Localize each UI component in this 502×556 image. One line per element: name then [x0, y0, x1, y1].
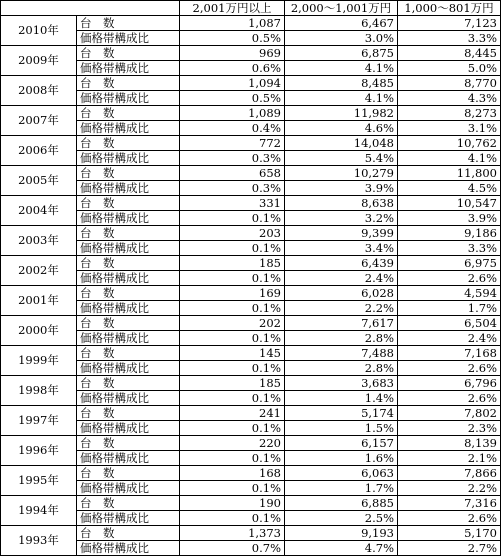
ratio-value: 2.1%: [398, 451, 501, 466]
ratio-label: 価格帯構成比: [77, 31, 180, 46]
ratio-value: 1.5%: [285, 421, 398, 436]
ratio-value: 1.4%: [285, 391, 398, 406]
units-label: 台 数: [77, 406, 180, 421]
ratio-value: 2.6%: [398, 391, 501, 406]
units-value: 7,488: [285, 346, 398, 361]
table-row: [1, 406, 501, 421]
units-value: 11,982: [285, 106, 398, 121]
year-cell: 2002年: [1, 256, 77, 286]
units-label: 台 数: [77, 286, 180, 301]
year-cell: 1998年: [1, 376, 77, 406]
ratio-value: 3.9%: [285, 181, 398, 196]
ratio-value: 0.6%: [180, 61, 285, 76]
ratio-value: 0.3%: [180, 151, 285, 166]
units-value: 10,279: [285, 166, 398, 181]
year-cell: 2009年: [1, 46, 77, 76]
year-cell: 2006年: [1, 136, 77, 166]
units-label: 台 数: [77, 316, 180, 331]
units-value: 3,683: [285, 376, 398, 391]
year-cell: 2005年: [1, 166, 77, 196]
units-value: 9,186: [398, 226, 501, 241]
year-cell: 1995年: [1, 466, 77, 496]
units-value: 6,467: [285, 16, 398, 31]
units-value: 203: [180, 226, 285, 241]
year-cell: 1996年: [1, 436, 77, 466]
ratio-value: 2.3%: [398, 421, 501, 436]
units-value: 14,048: [285, 136, 398, 151]
units-value: 7,866: [398, 466, 501, 481]
year-cell: 2000年: [1, 316, 77, 346]
units-value: 6,063: [285, 466, 398, 481]
ratio-value: 4.1%: [398, 151, 501, 166]
header-1000-801: 1,000～801万円: [398, 1, 501, 16]
units-label: 台 数: [77, 346, 180, 361]
ratio-value: 2.2%: [398, 481, 501, 496]
ratio-value: 0.5%: [180, 91, 285, 106]
ratio-value: 2.4%: [398, 331, 501, 346]
units-value: 8,638: [285, 196, 398, 211]
ratio-label: 価格帯構成比: [77, 391, 180, 406]
table-row: [1, 286, 501, 301]
ratio-value: 0.1%: [180, 241, 285, 256]
ratio-value: 0.1%: [180, 391, 285, 406]
year-cell: 1993年: [1, 526, 77, 556]
units-label: 台 数: [77, 16, 180, 31]
ratio-label: 価格帯構成比: [77, 271, 180, 286]
table-row: [1, 466, 501, 481]
units-label: 台 数: [77, 226, 180, 241]
ratio-value: 0.1%: [180, 421, 285, 436]
units-value: 190: [180, 496, 285, 511]
ratio-value: 2.6%: [398, 361, 501, 376]
ratio-value: 4.7%: [285, 541, 398, 556]
units-value: 7,168: [398, 346, 501, 361]
ratio-value: 3.0%: [285, 31, 398, 46]
ratio-value: 5.0%: [398, 61, 501, 76]
units-value: 9,193: [285, 526, 398, 541]
ratio-value: 3.4%: [285, 241, 398, 256]
ratio-value: 4.5%: [398, 181, 501, 196]
units-value: 6,504: [398, 316, 501, 331]
units-value: 10,762: [398, 136, 501, 151]
units-value: 7,123: [398, 16, 501, 31]
ratio-value: 0.1%: [180, 211, 285, 226]
ratio-value: 4.6%: [285, 121, 398, 136]
units-label: 台 数: [77, 376, 180, 391]
table-row: [1, 376, 501, 391]
units-value: 5,174: [285, 406, 398, 421]
table-body: [1, 16, 501, 556]
ratio-label: 価格帯構成比: [77, 451, 180, 466]
ratio-value: 1.7%: [398, 301, 501, 316]
ratio-label: 価格帯構成比: [77, 151, 180, 166]
ratio-value: 0.1%: [180, 361, 285, 376]
ratio-value: 4.1%: [285, 91, 398, 106]
year-cell: 2008年: [1, 76, 77, 106]
units-value: 168: [180, 466, 285, 481]
units-value: 9,399: [285, 226, 398, 241]
ratio-value: 4.1%: [285, 61, 398, 76]
units-value: 10,547: [398, 196, 501, 211]
ratio-value: 5.4%: [285, 151, 398, 166]
units-label: 台 数: [77, 256, 180, 271]
year-cell: 2001年: [1, 286, 77, 316]
units-label: 台 数: [77, 106, 180, 121]
units-value: 220: [180, 436, 285, 451]
ratio-label: 価格帯構成比: [77, 91, 180, 106]
units-value: 169: [180, 286, 285, 301]
ratio-value: 0.7%: [180, 541, 285, 556]
ratio-label: 価格帯構成比: [77, 301, 180, 316]
ratio-value: 0.1%: [180, 481, 285, 496]
ratio-value: 2.7%: [398, 541, 501, 556]
table-row: [1, 436, 501, 451]
ratio-label: 価格帯構成比: [77, 211, 180, 226]
table-row: [1, 76, 501, 91]
units-label: 台 数: [77, 466, 180, 481]
ratio-label: 価格帯構成比: [77, 541, 180, 556]
table-row: [1, 346, 501, 361]
units-value: 185: [180, 376, 285, 391]
units-value: 8,770: [398, 76, 501, 91]
ratio-value: 3.3%: [398, 241, 501, 256]
units-label: 台 数: [77, 436, 180, 451]
ratio-value: 3.3%: [398, 31, 501, 46]
table-row: [1, 106, 501, 121]
units-value: 8,485: [285, 76, 398, 91]
year-cell: 1994年: [1, 496, 77, 526]
units-label: 台 数: [77, 46, 180, 61]
units-value: 6,796: [398, 376, 501, 391]
units-value: 8,139: [398, 436, 501, 451]
ratio-value: 2.5%: [285, 511, 398, 526]
units-value: 11,800: [398, 166, 501, 181]
table-row: [1, 526, 501, 541]
year-cell: 1999年: [1, 346, 77, 376]
units-value: 1,094: [180, 76, 285, 91]
ratio-label: 価格帯構成比: [77, 241, 180, 256]
table-row: [1, 226, 501, 241]
header-2000-1001: 2,000～1,001万円: [285, 1, 398, 16]
units-value: 185: [180, 256, 285, 271]
ratio-label: 価格帯構成比: [77, 511, 180, 526]
table-row: [1, 166, 501, 181]
units-value: 4,594: [398, 286, 501, 301]
ratio-value: 3.2%: [285, 211, 398, 226]
ratio-label: 価格帯構成比: [77, 61, 180, 76]
table-row: [1, 256, 501, 271]
table-row: [1, 196, 501, 211]
ratio-label: 価格帯構成比: [77, 331, 180, 346]
ratio-value: 2.6%: [398, 271, 501, 286]
units-value: 7,316: [398, 496, 501, 511]
header-corner: [1, 1, 180, 16]
ratio-value: 1.7%: [285, 481, 398, 496]
table-row: [1, 46, 501, 61]
ratio-value: 1.6%: [285, 451, 398, 466]
ratio-value: 0.1%: [180, 271, 285, 286]
units-value: 7,617: [285, 316, 398, 331]
ratio-value: 0.4%: [180, 121, 285, 136]
units-value: 6,157: [285, 436, 398, 451]
table-row: [1, 316, 501, 331]
year-cell: 2004年: [1, 196, 77, 226]
year-cell: 2007年: [1, 106, 77, 136]
ratio-label: 価格帯構成比: [77, 121, 180, 136]
ratio-value: 0.1%: [180, 301, 285, 316]
ratio-value: 4.3%: [398, 91, 501, 106]
units-value: 7,802: [398, 406, 501, 421]
ratio-label: 価格帯構成比: [77, 421, 180, 436]
units-value: 1,087: [180, 16, 285, 31]
ratio-value: 0.1%: [180, 331, 285, 346]
units-label: 台 数: [77, 166, 180, 181]
year-cell: 2003年: [1, 226, 77, 256]
ratio-label: 価格帯構成比: [77, 181, 180, 196]
units-value: 6,028: [285, 286, 398, 301]
units-value: 241: [180, 406, 285, 421]
ratio-label: 価格帯構成比: [77, 361, 180, 376]
year-cell: 1997年: [1, 406, 77, 436]
units-value: 8,273: [398, 106, 501, 121]
units-value: 5,170: [398, 526, 501, 541]
ratio-value: 2.2%: [285, 301, 398, 316]
header-row: [1, 1, 501, 16]
units-value: 6,975: [398, 256, 501, 271]
units-value: 1,089: [180, 106, 285, 121]
units-value: 1,373: [180, 526, 285, 541]
units-value: 969: [180, 46, 285, 61]
ratio-value: 3.1%: [398, 121, 501, 136]
table-row: [1, 136, 501, 151]
ratio-label: 価格帯構成比: [77, 481, 180, 496]
ratio-value: 2.4%: [285, 271, 398, 286]
header-over-2001: 2,001万円以上: [180, 1, 285, 16]
units-label: 台 数: [77, 76, 180, 91]
ratio-value: 2.6%: [398, 511, 501, 526]
units-label: 台 数: [77, 136, 180, 151]
year-cell: 2010年: [1, 16, 77, 46]
units-value: 658: [180, 166, 285, 181]
units-value: 6,439: [285, 256, 398, 271]
units-value: 331: [180, 196, 285, 211]
units-value: 145: [180, 346, 285, 361]
table-row: [1, 16, 501, 31]
units-value: 6,875: [285, 46, 398, 61]
units-label: 台 数: [77, 496, 180, 511]
ratio-value: 0.1%: [180, 511, 285, 526]
units-label: 台 数: [77, 196, 180, 211]
units-value: 8,445: [398, 46, 501, 61]
units-label: 台 数: [77, 526, 180, 541]
units-value: 772: [180, 136, 285, 151]
ratio-value: 0.5%: [180, 31, 285, 46]
ratio-value: 2.8%: [285, 331, 398, 346]
units-value: 202: [180, 316, 285, 331]
ratio-value: 3.9%: [398, 211, 501, 226]
units-value: 6,885: [285, 496, 398, 511]
table-row: [1, 496, 501, 511]
ratio-value: 0.3%: [180, 181, 285, 196]
ratio-value: 2.8%: [285, 361, 398, 376]
ratio-value: 0.1%: [180, 451, 285, 466]
